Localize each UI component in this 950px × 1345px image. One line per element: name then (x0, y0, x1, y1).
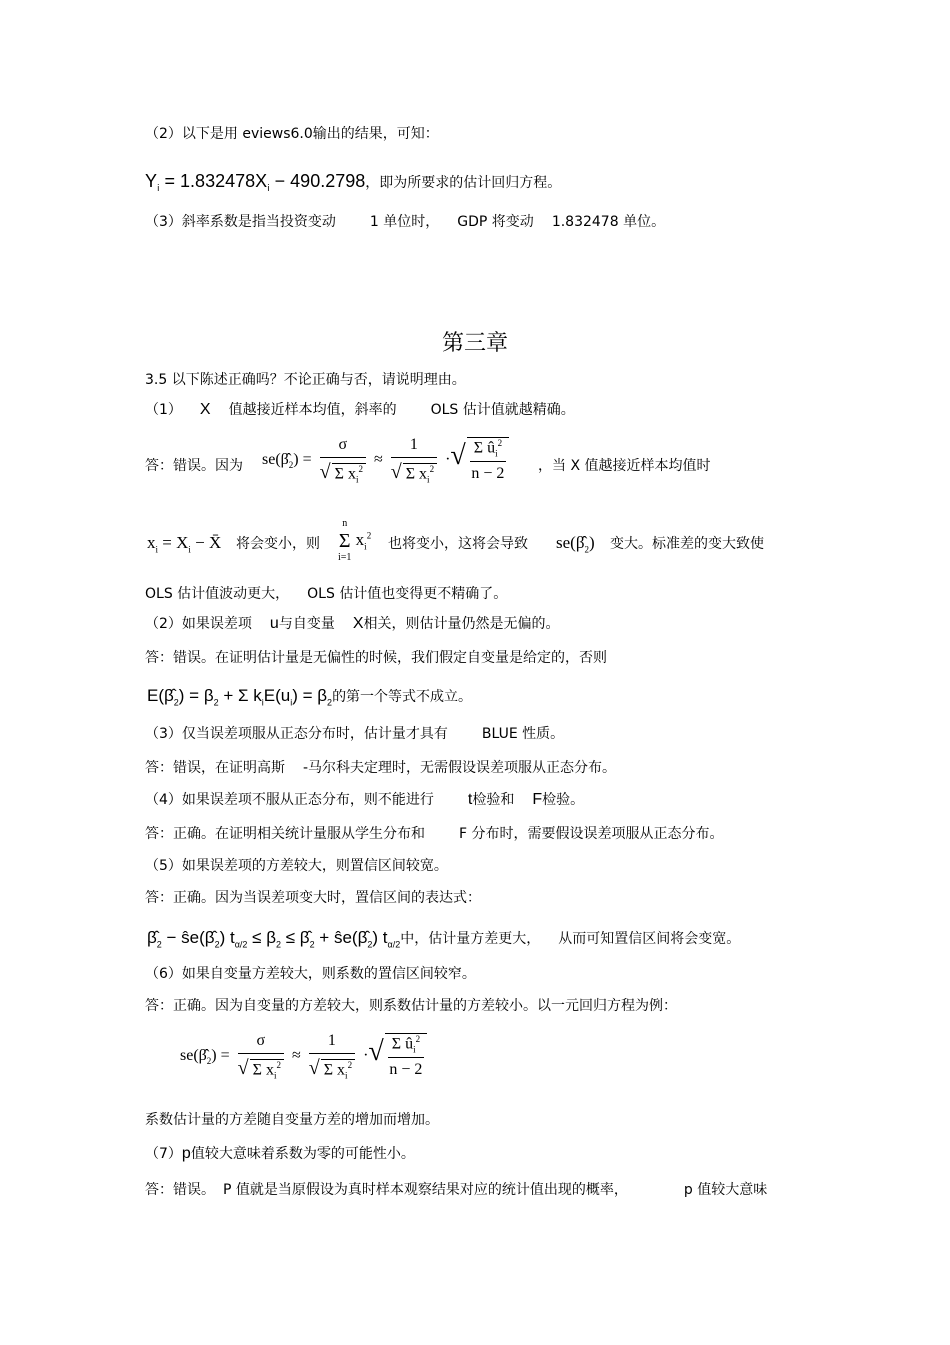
q2-c: 与自变量 (278, 616, 335, 632)
q5-statement: （5）如果误差项的方差较大，则置信区间较宽。 (145, 858, 448, 874)
xi-definition: $x_i = X_i$ − X̄ (147, 533, 222, 555)
q1-c: 值越接近样本均值，斜率的 (228, 402, 397, 418)
q7-ans (145, 1180, 767, 1200)
s3-line (145, 212, 665, 232)
q3-ans-b: -马尔科夫定理时，无需假设误差项服从正态分布。 (303, 760, 617, 776)
q4-statement (145, 790, 584, 810)
s3-d: 1.832478 单位。 (551, 214, 666, 230)
eq-slope: = 1.832478X (159, 171, 268, 191)
q3-ans (145, 758, 616, 778)
q1-l2-c: 变大。标准差的变大致使 (610, 536, 764, 552)
q1-l2-b: 也将变小，这将会导致 (388, 536, 528, 552)
q7-a: （7） (145, 1146, 182, 1162)
q1-d: OLS 估计值就越精确。 (430, 402, 575, 418)
q7-ans-b: P 值就是当原假设为真时样本观察结果对应的统计值出现的概率， (223, 1182, 628, 1198)
q2-ans: 答：错误。在证明估计量是无偏性的时候，我们假定自变量是给定的，否则 (145, 650, 607, 666)
q3-ans-a: 答：错误，在证明高斯 (145, 760, 285, 776)
q1-l3 (145, 584, 507, 604)
q2-e: 相关，则估计量仍然是无偏的。 (363, 616, 560, 632)
q2-b: u (269, 615, 279, 632)
s3-b: 1 单位时， (369, 214, 440, 230)
eq-text: ，即为所要求的估计回归方程。 (365, 175, 562, 191)
q2-eq-suffix: 的第一个等式不成立。 (332, 689, 473, 705)
q2-d: X (352, 615, 364, 632)
q1-l3-b: OLS 估计值也变得更不精确了。 (307, 586, 508, 602)
q3-a: （3）仅当误差项服从正态分布时，估计量才具有 (145, 726, 448, 742)
q2-statement (145, 614, 560, 634)
q6-after: 系数估计量的方差随自变量方差的增加而增加。 (145, 1112, 439, 1128)
q1-l3-a: OLS 估计值波动更大， (145, 586, 290, 602)
s3-a: （3）斜率系数是指当投资变动 (145, 214, 336, 230)
q3-statement (145, 724, 564, 744)
s3-c: GDP 将变动 (457, 214, 534, 230)
q4-ans-a: 答：正确。在证明相关统计量服从学生分布和 (145, 826, 425, 842)
q4-ans (145, 824, 724, 844)
q4-a: （4）如果误差项不服从正态分布，则不能进行 (145, 792, 434, 808)
q2-equation: $E(\betâ_2) = \beta_2 + \Sigma$ $k_iE(u_i) = \beta_2$的第一个等式不成立。 (147, 686, 473, 708)
q7-ans-a: 答：错误。 (145, 1182, 215, 1198)
eq-y: Y (145, 171, 158, 191)
q5-eq-suffix-a: 中，估计量方差更大， (400, 931, 541, 947)
q2-a: （2）如果误差项 (145, 616, 252, 632)
eq-intercept: − 490.2798 (269, 171, 366, 191)
q35-intro: 3.5 以下陈述正确吗？不论正确与否，请说明理由。 (145, 372, 466, 388)
q4-d: F (532, 791, 543, 808)
q1-a: （1） (145, 402, 182, 418)
chapter-title: 第三章 (441, 331, 508, 356)
q7-b: p (181, 1145, 191, 1162)
q4-ans-b: F 分布时，需要假设误差项服从正态分布。 (459, 826, 724, 842)
q1-ans-suffix: ，当 X 值越接近样本均值时 (538, 458, 711, 474)
q6-statement: （6）如果自变量方差较大，则系数的置信区间较窄。 (145, 966, 476, 982)
q1-ans-prefix: 答：错误。因为 (145, 458, 243, 474)
q7-c: 值较大意味着系数为零的可能性小。 (190, 1146, 415, 1162)
q5-ans: 答：正确。因为当误差项变大时，置信区间的表达式： (145, 890, 481, 906)
se-formula-1: $se(\betâ_2)$ = $\frac{\sigma}{√ \Sigma x_i^2}$ ≈ $\frac{1}{√ \Sigma x_i^2}$ ·√ $\frac{\Sigma û_i^2}{n - 2}$ (262, 436, 509, 484)
se-beta2: $se(\betâ_2)$ (556, 533, 595, 555)
regression-equation: $Y_i = 1.832478X_i - 490.2798$，即为所要求的估计回归方程。 (145, 171, 562, 194)
q1-l2-a: 将会变小，则 (236, 536, 320, 552)
se-formula-2: $se(\betâ_2)$ = $\frac{\sigma}{√ \Sigma x_i^2}$ ≈ $\frac{1}{√ \Sigma x_i^2}$ ·√ $\frac{\Sigma û_i^2}{n - 2}$ (180, 1032, 427, 1080)
q5-eq-suffix-b: 从而可知置信区间将会变宽。 (558, 931, 741, 947)
q4-e: 检验。 (542, 792, 585, 808)
q7-statement (145, 1144, 415, 1164)
q3-b: BLUE 性质。 (481, 726, 565, 742)
q4-c: 检验和 (472, 792, 515, 808)
q5-equation: $\betâ_2$ − $ŝe(\betâ_2) t_{\alpha/2} \le \beta_2$ ≤ $\betâ_2$ + $ŝe(\betâ_2)$ $t_{\alpha/2}$中，估计量方差更大， 从而可知置信区间将会变宽。 (147, 928, 741, 950)
q1-b: X (199, 401, 211, 418)
q6-ans: 答：正确。因为自变量的方差较大，则系数估计量的方差较小。以一元回归方程为例： (145, 998, 677, 1014)
q1-statement (145, 400, 575, 420)
sum-xi-squared: n Σ i=1 $x_i^2$ (338, 518, 372, 563)
q4-b: t (467, 791, 473, 808)
s2-intro: （2）以下是用 eviews6.0输出的结果，可知： (145, 126, 439, 142)
q7-ans-c: p 值较大意味 (683, 1182, 768, 1198)
